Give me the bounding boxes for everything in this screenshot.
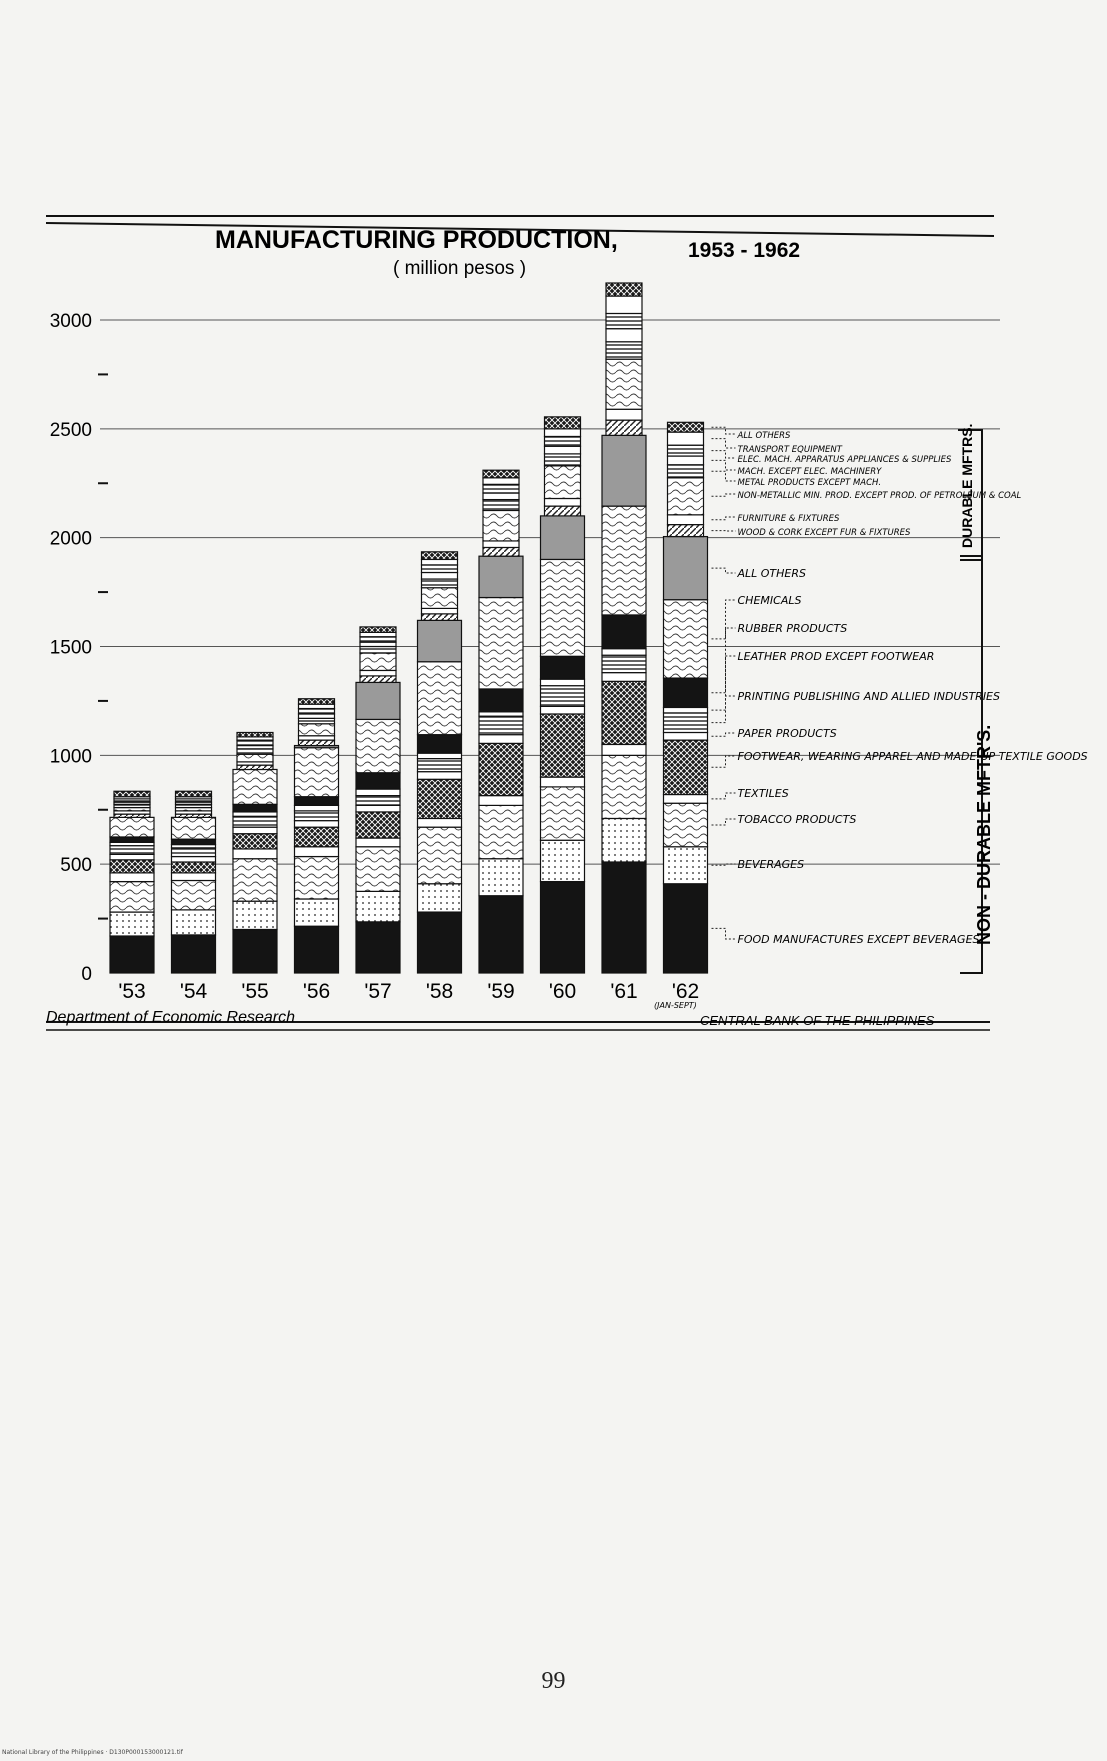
legend-leader [712, 656, 736, 710]
bar-segment [606, 342, 642, 359]
bar-stacks [110, 283, 708, 973]
bar-segment [664, 678, 708, 707]
source-left: Department of Economic Research [46, 1009, 295, 1026]
bar-segment [664, 740, 708, 794]
legend-label: TRANSPORT EQUIPMENT [737, 445, 842, 455]
bar-segment [545, 417, 581, 429]
bar-segment [602, 818, 646, 862]
bar-segment [545, 506, 581, 516]
bar-segment [233, 769, 277, 804]
durable-group-label: DURABLE MFTRS. [959, 423, 975, 548]
bar-segment [606, 359, 642, 409]
legend-leader [712, 517, 736, 520]
bar-segment [299, 704, 335, 708]
bar-segment [360, 670, 396, 675]
bar-segment [418, 662, 462, 735]
bar-segment [545, 454, 581, 466]
legend-leader [712, 628, 736, 693]
bar-segment [483, 510, 519, 540]
bar-segment [233, 834, 277, 849]
bar-segment [602, 755, 646, 818]
bar-segment [668, 478, 704, 515]
bar-segment [418, 779, 462, 818]
bar-segment [664, 884, 708, 973]
bar-segment [172, 857, 216, 862]
bar-segment [664, 803, 708, 847]
bar-segment [299, 736, 335, 740]
bar-segment [668, 422, 704, 432]
y-tick-label: 1500 [49, 637, 92, 659]
bar-segment [360, 642, 396, 646]
chart-title: MANUFACTURING PRODUCTION, [215, 226, 618, 254]
bar-segment [602, 506, 646, 615]
bar-segment [479, 859, 523, 896]
bar-segment [483, 547, 519, 556]
y-axis [50, 311, 108, 985]
legend-leader [712, 494, 736, 496]
bar-segment [479, 716, 523, 735]
bar-segment [541, 656, 585, 679]
bar-segment [356, 891, 400, 921]
legend-label: FURNITURE & FIXTURES [737, 514, 840, 524]
bar-segment [664, 795, 708, 804]
bar-segment [295, 926, 339, 973]
bar-segment [360, 627, 396, 632]
legend-leader [712, 928, 736, 939]
x-tick-label: '55 [241, 980, 269, 1003]
bar-segment [479, 556, 523, 597]
bar-segment [541, 679, 585, 686]
bar-segment [418, 772, 462, 780]
non-durable-group-label: NON - DURABLE MFTR'S. [974, 724, 994, 945]
bar-segment [483, 470, 519, 478]
bar-segment [541, 714, 585, 777]
bar-segment [233, 827, 277, 834]
bar-segment [360, 647, 396, 654]
bar-segment [668, 515, 704, 525]
bar-segment [110, 882, 154, 912]
legend-leader [712, 427, 736, 434]
legend-leader [712, 756, 736, 767]
bar-segment [418, 884, 462, 912]
bar-segment [422, 559, 458, 564]
bar-segment [483, 484, 519, 493]
x-axis [118, 980, 699, 1003]
source-right: CENTRAL BANK OF THE PHILIPPINES [700, 1013, 935, 1028]
legend-label: PRINTING PUBLISHING AND ALLIED INDUSTRIES [737, 690, 1000, 703]
bar-segment [418, 912, 462, 973]
bar-segment [299, 709, 335, 714]
bar-segment [479, 896, 523, 973]
bar-segment [483, 493, 519, 500]
legend-leader [712, 733, 736, 736]
bar-segment [422, 552, 458, 560]
bar-segment [356, 719, 400, 772]
legend-label: METAL PRODUCTS EXCEPT MACH. [737, 478, 882, 488]
bar-segment [479, 796, 523, 806]
bar-segment [606, 283, 642, 296]
bar-segment [479, 743, 523, 795]
bar-segment [295, 899, 339, 926]
bar-segment [479, 689, 523, 712]
bar-segment [668, 465, 704, 478]
bar-segment [664, 707, 708, 712]
x-tick-label: '61 [610, 980, 638, 1003]
legend-label: TEXTILES [737, 787, 789, 800]
bar-segment [114, 791, 150, 796]
bar-segment [422, 614, 458, 621]
bar-segment [360, 653, 396, 670]
bar-segment [664, 847, 708, 884]
bar-segment [664, 537, 708, 600]
bar-segment [541, 787, 585, 840]
bar-segment [237, 754, 273, 762]
legend-label: ELEC. MACH. APPARATUS APPLIANCES & SUPPLIES [737, 455, 952, 465]
legend-leader [712, 600, 736, 639]
legend [712, 424, 1088, 973]
bar-segment [606, 313, 642, 328]
bar-segment [418, 818, 462, 827]
bar-segment [172, 910, 216, 935]
category-note: (JAN-SEPT) [654, 1001, 697, 1010]
footer-note: National Library of the Philippines · D130P000153000121.tif [2, 1749, 183, 1756]
bar-segment [668, 456, 704, 465]
legend-label: TOBACCO PRODUCTS [737, 813, 857, 826]
x-tick-label: '59 [487, 980, 515, 1003]
bar-segment [237, 732, 273, 736]
bar-segment [233, 849, 277, 859]
bar-segment [299, 718, 335, 723]
bar-segment [541, 777, 585, 787]
legend-label: PAPER PRODUCTS [737, 727, 837, 740]
bar-segment [606, 329, 642, 342]
bar-segment [233, 859, 277, 901]
bar-segment [602, 862, 646, 973]
bar-segment [299, 699, 335, 704]
bar-segment [110, 846, 154, 855]
bar-segment [172, 935, 216, 973]
bar-segment [541, 706, 585, 714]
bar-segment [299, 740, 335, 745]
bar-segment [356, 922, 400, 973]
bar-segment [295, 797, 339, 806]
bar-segment [110, 912, 154, 936]
bar-segment [172, 873, 216, 881]
bar-segment [422, 588, 458, 609]
x-tick-label: '60 [548, 980, 577, 1003]
legend-label: ALL OTHERS [737, 567, 807, 580]
bar-segment [295, 748, 339, 797]
bar-segment [602, 681, 646, 744]
legend-leader [712, 439, 736, 448]
bar-segment [356, 682, 400, 719]
bar-segment [110, 817, 154, 837]
bar-segment [356, 812, 400, 838]
y-tick-label: 500 [60, 855, 92, 877]
bar-segment [541, 686, 585, 707]
legend-label: RUBBER PRODUCTS [737, 622, 848, 635]
bar-segment [360, 632, 396, 636]
y-tick-label: 2500 [49, 419, 92, 441]
bar-segment [110, 936, 154, 973]
bar-segment [295, 827, 339, 847]
bar-segment [541, 559, 585, 656]
bar-segment [360, 637, 396, 642]
page-number: 99 [541, 1668, 566, 1694]
bar-segment [172, 848, 216, 857]
x-tick-label: '57 [364, 980, 392, 1003]
bar-segment [422, 608, 458, 613]
bar-segment [110, 837, 154, 842]
bar-segment [295, 821, 339, 828]
bar-segment [172, 880, 216, 909]
bar-segment [295, 847, 339, 857]
bar-segment [664, 732, 708, 740]
bar-segment [418, 735, 462, 754]
bar-segment [356, 838, 400, 847]
legend-label: LEATHER PROD EXCEPT FOOTWEAR [737, 650, 935, 663]
bar-segment [295, 805, 339, 810]
y-tick-label: 2000 [49, 528, 92, 550]
chart-title-years: 1953 - 1962 [688, 239, 801, 262]
bar-segment [483, 500, 519, 511]
bar-segment [602, 435, 646, 506]
bar-segment [418, 753, 462, 758]
bar-segment [606, 420, 642, 435]
bar-segment [176, 791, 212, 796]
legend-leader [712, 696, 736, 723]
bar-segment [541, 882, 585, 973]
legend-leader [712, 451, 736, 458]
bar-segment [483, 541, 519, 548]
legend-leader [712, 819, 736, 825]
bar-segment [483, 478, 519, 485]
bar-segment [233, 812, 277, 816]
x-tick-label: '62 [671, 980, 700, 1003]
bar-segment [606, 409, 642, 420]
y-tick-label: 1000 [49, 746, 92, 768]
bar-segment [602, 655, 646, 672]
legend-leader [712, 471, 736, 481]
bar-segment [541, 840, 585, 881]
bar-segment [668, 432, 704, 445]
bar-segment [172, 817, 216, 839]
legend-label: WOOD & CORK EXCEPT FUR & FIXTURES [737, 528, 911, 538]
bar-segment [237, 740, 273, 745]
x-tick-label: '54 [179, 980, 208, 1003]
bar-segment [602, 673, 646, 682]
bar-segment [356, 805, 400, 812]
x-tick-label: '56 [302, 980, 331, 1003]
bar-segment [479, 805, 523, 858]
bar-segment [479, 712, 523, 716]
bar-segment [233, 816, 277, 827]
bar-segment [664, 600, 708, 678]
legend-leader [712, 460, 736, 470]
bar-segment [664, 713, 708, 733]
bar-segment [299, 714, 335, 718]
bar-segment [668, 525, 704, 537]
bar-segment [356, 789, 400, 796]
bar-segment [356, 847, 400, 892]
x-tick-label: '53 [118, 980, 146, 1003]
bar-segment [110, 860, 154, 873]
bar-segment [479, 735, 523, 744]
legend-label: CHEMICALS [737, 594, 802, 607]
legend-leader [712, 793, 736, 799]
chart-subtitle: ( million pesos ) [393, 258, 527, 279]
bar-segment [545, 436, 581, 446]
x-tick-label: '58 [425, 980, 454, 1003]
bar-segment [668, 445, 704, 456]
bar-segment [422, 572, 458, 579]
bar-segment [233, 804, 277, 812]
bar-segment [295, 811, 339, 821]
bar-segment [606, 296, 642, 313]
legend-label: FOOTWEAR, WEARING APPAREL AND MADE-UP TEXTILE GOODS [737, 750, 1088, 763]
bar-segment [360, 676, 396, 683]
bar-segment [172, 839, 216, 844]
bar-segment [602, 615, 646, 649]
legend-label: FOOD MANUFACTURES EXCEPT BEVERAGES [737, 933, 980, 946]
bar-segment [418, 827, 462, 884]
bar-segment [237, 749, 273, 754]
bar-segment [602, 744, 646, 755]
bar-segment [541, 516, 585, 560]
legend-label: ALL OTHERS [737, 431, 791, 441]
bar-segment [233, 901, 277, 929]
bar-segment [299, 724, 335, 736]
bar-segment [479, 598, 523, 689]
legend-label: NON-METALLIC MIN. PROD. EXCEPT PROD. OF PETROLEUM & COAL [737, 491, 1022, 501]
y-tick-label: 3000 [49, 311, 92, 332]
legend-label: MACH. EXCEPT ELEC. MACHINERY [737, 467, 882, 477]
bar-segment [110, 854, 154, 859]
bar-segment [356, 796, 400, 806]
bar-segment [418, 759, 462, 772]
bar-segment [110, 873, 154, 882]
bar-segment [172, 862, 216, 873]
bar-segment [418, 620, 462, 661]
bar-segment [545, 466, 581, 499]
bar-segment [545, 429, 581, 437]
bar-segment [422, 579, 458, 588]
bar-segment [233, 929, 277, 973]
bar-segment [602, 649, 646, 656]
bar-segment [295, 857, 339, 899]
bar-segment [545, 498, 581, 506]
bar-segment [422, 565, 458, 573]
legend-leader [712, 568, 736, 573]
bar-segment [356, 773, 400, 789]
bar-segment [237, 765, 273, 769]
bar-segment [545, 446, 581, 454]
legend-label: BEVERAGES [737, 858, 805, 871]
y-tick-label: 0 [81, 964, 92, 985]
